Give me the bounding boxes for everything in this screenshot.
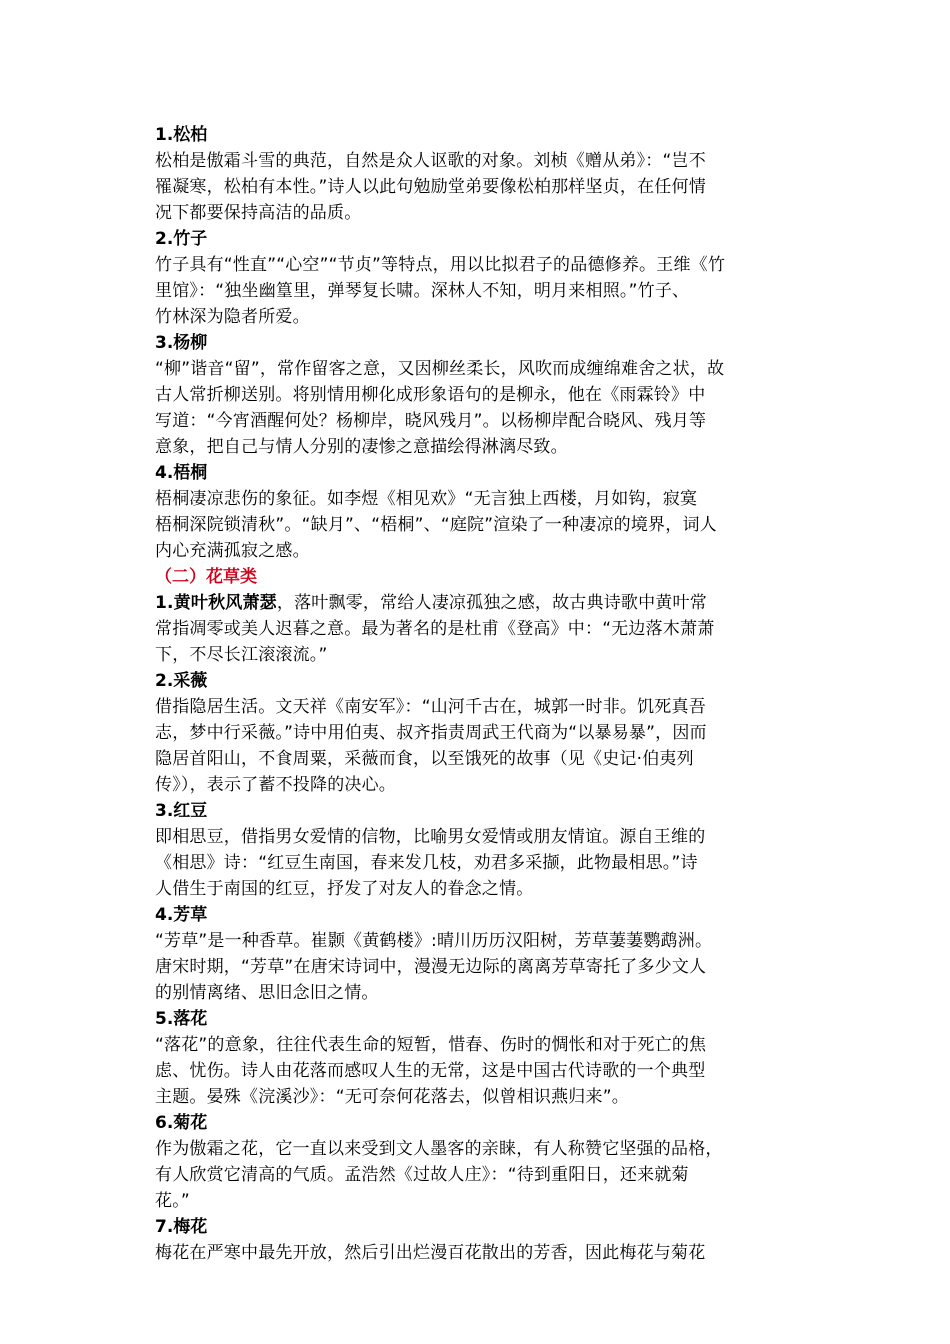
body-text-line: 主题。晏殊《浣溪沙》：“无可奈何花落去，似曾相识燕归来”。 bbox=[155, 1087, 629, 1107]
item-heading: 2.采薇 bbox=[155, 671, 208, 691]
section-title: （二）花草类 bbox=[155, 567, 257, 587]
body-text-line: 作为傲霜之花，它一直以来受到文人墨客的亲睐，有人称赞它坚强的品格， bbox=[155, 1139, 723, 1159]
body-text-line bbox=[155, 590, 800, 616]
item-heading: 2.竹子 bbox=[155, 229, 208, 249]
item-heading: 6.菊花 bbox=[155, 1113, 208, 1133]
body-text-line: 的别情离绪、思旧念旧之情。 bbox=[155, 983, 379, 1003]
body-text-line: 《相思》诗：“红豆生南国，春来发几枝，劝君多采撷，此物最相思。”诗 bbox=[155, 853, 698, 873]
body-text-line: 有人欣赏它清高的气质。孟浩然《过故人庄》：“待到重阳日，还来就菊 bbox=[155, 1165, 689, 1185]
body-text-line: “芳草”是一种香草。崔颢《黄鹤楼》:晴川历历汉阳树，芳草萋萋鹦鹉洲。 bbox=[155, 931, 713, 951]
item-heading: 4.梧桐 bbox=[155, 463, 208, 483]
body-text-line: 传》），表示了蓄不投降的决心。 bbox=[155, 775, 396, 795]
body-text-line: 罹凝寒，松柏有本性。”诗人以此句勉励堂弟要像松柏那样坚贞，在任何情 bbox=[155, 177, 706, 197]
inline-heading: 1.黄叶秋风萧瑟 bbox=[155, 593, 277, 613]
body-text: ，落叶飘零，常给人凄凉孤独之感，故古典诗歌中黄叶常 bbox=[276, 593, 707, 613]
body-text-line: 梅花在严寒中最先开放，然后引出烂漫百花散出的芳香，因此梅花与菊花 bbox=[155, 1243, 706, 1263]
body-text-line: 梧桐凄凉悲伤的象征。如李煜《相见欢》“无言独上西楼，月如钩，寂寞 bbox=[155, 489, 698, 509]
body-text-line: 隐居首阳山，不食周粟，采薇而食，以至饿死的故事（见《史记·伯夷列 bbox=[155, 749, 694, 769]
body-text-line: 花。” bbox=[155, 1191, 190, 1211]
body-text-line: 古人常折柳送别。将别情用柳化成形象语句的是柳永，他在《雨霖铃》中 bbox=[155, 385, 706, 405]
body-text-line: 借指隐居生活。文天祥《南安军》：“山河千古在，城郭一时非。饥死真吾 bbox=[155, 697, 706, 717]
body-text-line: 常指凋零或美人迟暮之意。最为著名的是杜甫《登高》中：“无边落木萧萧 bbox=[155, 619, 715, 639]
body-text-line: 虑、忧伤。诗人由花落而感叹人生的无常，这是中国古代诗歌的一个典型 bbox=[155, 1061, 706, 1081]
body-text-line: 唐宋时期，“芳草”在唐宋诗词中，漫漫无边际的离离芳草寄托了多少文人 bbox=[155, 957, 707, 977]
body-text-line: 梧桐深院锁清秋”。“缺月”、“梧桐”、“庭院”渲染了一种凄凉的境界，词人 bbox=[155, 515, 717, 535]
body-text-line: 写道：“今宵酒醒何处？杨柳岸，晓风残月”。以杨柳岸配合晓风、残月等 bbox=[155, 411, 707, 431]
body-text-line: 竹子具有“性直”“心空”“节贞”等特点，用以比拟君子的品德修养。王维《竹 bbox=[155, 255, 726, 275]
item-heading: 5.落花 bbox=[155, 1009, 208, 1029]
body-text-line: 内心充满孤寂之感。 bbox=[155, 541, 310, 561]
body-text-line: 志，梦中行采薇。”诗中用伯夷、叔齐指责周武王代商为“以暴易暴”，因而 bbox=[155, 723, 707, 743]
body-text-line: 竹林深为隐者所爱。 bbox=[155, 307, 310, 327]
item-heading: 7.梅花 bbox=[155, 1217, 208, 1237]
body-text-line: 即相思豆，借指男女爱情的信物，比喻男女爱情或朋友情谊。源自王维的 bbox=[155, 827, 706, 847]
body-text-line: 意象，把自己与情人分别的凄惨之意描绘得淋漓尽致。 bbox=[155, 437, 568, 457]
body-text-line: 里馆》：“独坐幽篁里，弹琴复长啸。深林人不知，明月来相照。”竹子、 bbox=[155, 281, 690, 301]
item-heading: 1.松柏 bbox=[155, 125, 208, 145]
body-text-line: 人借生于南国的红豆，抒发了对友人的眷念之情。 bbox=[155, 879, 534, 899]
body-text-line: 下，不尽长江滚滚流。” bbox=[155, 645, 328, 665]
item-heading: 3.红豆 bbox=[155, 801, 208, 821]
body-text-line: “柳”谐音“留”，常作留客之意，又因柳丝柔长，风吹而成缠绵难舍之状，故 bbox=[155, 359, 725, 379]
body-text-line: 况下都要保持高洁的品质。 bbox=[155, 203, 362, 223]
document-page bbox=[155, 122, 800, 1266]
body-text-line: “落花”的意象，往往代表生命的短暂，惜春、伤时的惆怅和对于死亡的焦 bbox=[155, 1035, 707, 1055]
item-heading: 4.芳草 bbox=[155, 905, 208, 925]
item-heading: 3.杨柳 bbox=[155, 333, 208, 353]
body-text-line: 松柏是傲霜斗雪的典范，自然是众人讴歌的对象。刘桢《赠从弟》：“岂不 bbox=[155, 151, 706, 171]
